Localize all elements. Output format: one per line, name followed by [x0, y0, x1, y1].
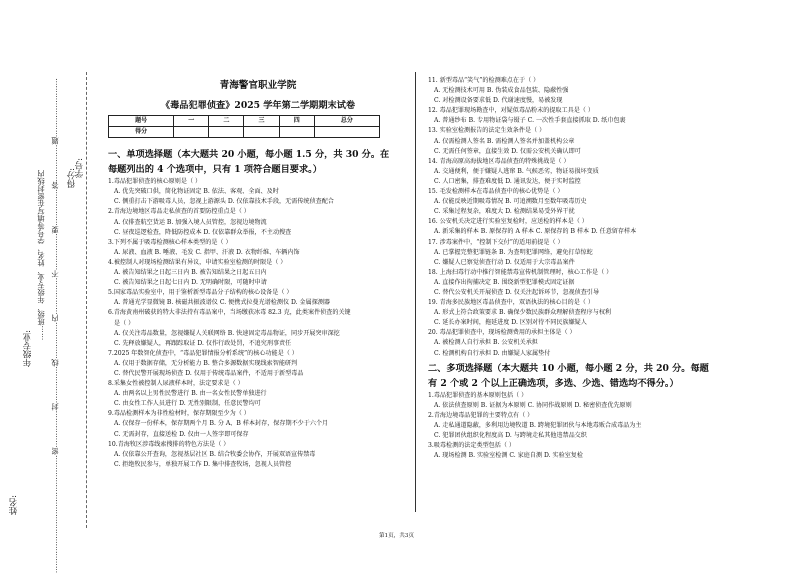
question-options: A. 优先突破口供，简化物证固定 B. 依法、客观、全面、及时 — [114, 188, 279, 196]
question-text: 1.毒品犯罪侦查的核心原则是（ ） — [108, 178, 202, 186]
seal-dashed-line — [86, 72, 87, 528]
question-options: A. 仅排查航空货运 B. 加强入境人员管控，忽视边境物流 — [114, 218, 267, 226]
question-text: 3.吸毒检测的法定类型包括（ ） — [428, 442, 515, 450]
seal-line-text: …………………………………………密……………封……………线……………内……………不……………要……………答……………题…………………… — [50, 78, 59, 573]
question-text: 8.采集女性被控制人尿液样本时，法定要求是（ ） — [108, 380, 244, 388]
multiple-choice-questions — [428, 391, 768, 462]
question-options: A. 仅用于数据存储，无分析能力 B. 整合多源数据实现线索智能研判 — [114, 359, 298, 367]
right-column — [428, 76, 768, 461]
question-item — [428, 411, 768, 441]
question-text: 9.毒品检测样本为非性检材时，保存期限至少为（ ） — [108, 410, 250, 418]
score-cell: 总分 — [314, 116, 379, 127]
question-options: A. 仅保存一份样本，保存期两个月 B. 分 A、B 样本封存，保存期不少于六个月 — [114, 420, 329, 428]
question-text: 20. 毒品犯罪侦查中，现场检测费用的承担主体是（ ） — [428, 329, 576, 337]
question-item — [428, 441, 768, 461]
question-item — [108, 409, 408, 439]
page-footer: 第1页，共3页 — [378, 533, 415, 539]
section2-heading-line1: 二、多项选择题（本大题共 10 小题，每小题 2 分，共 20 分。每题 — [428, 362, 709, 374]
question-item — [428, 187, 768, 217]
name-label: 姓名: — [9, 495, 19, 516]
exam-title: 《毒品犯罪侦查》2025 学年第二学期期末试卷 — [160, 100, 356, 111]
question-options: A. 由两名以上男性民警进行 B. 由一名女性民警单独进行 — [114, 390, 267, 398]
left-column — [108, 76, 408, 470]
question-options: A. 依法侦查原则 B. 证据为本原则 C. 协同作战原则 D. 秘密侦查优先原则 — [434, 401, 632, 409]
question-options: C. 拒绝牧民参与，单独开展工作 D. 集中排查牧场，忽视人员管控 — [114, 460, 292, 468]
question-text: 13. 实验室检测报告的法定生效条件是（ ） — [428, 127, 546, 135]
question-options: A. 仅需检测人签名 B. 需检测人签名并加盖机构公章 — [434, 137, 575, 145]
question-options: A. 现场检测 B. 实验室检测 C. 家庭自测 D. 实验室复检 — [434, 452, 583, 460]
question-item — [108, 177, 408, 207]
score-input-cell[interactable] — [174, 127, 209, 138]
score-input-cell[interactable] — [209, 127, 244, 138]
score-cell: 二 — [209, 116, 244, 127]
score-table-header-row — [109, 116, 380, 127]
question-options: C. 犯罪团伙组织化程度高 D. 与跨境走私其他违禁品交织 — [434, 432, 587, 439]
question-text: 5.国家毒品实验室中，用于鉴析新型毒品分子结构的核心设备是（ ） — [108, 289, 293, 297]
grade-major-label: 年级专业: — [23, 330, 33, 368]
question-text: 16. 公安机关决定进行实验室复检时，应送检的样本是（ ） — [428, 218, 588, 226]
seal-instruction: ……班级、年级专业、姓名、学号等填写在密封线内 — [36, 170, 45, 341]
student-number-label: 学号: — [75, 158, 85, 179]
question-options: C. 替代民警开展现场侦查 D. 仅用于传统毒品案件，不适用于新型毒品 — [114, 369, 304, 377]
question-text: 1.毒品犯罪侦查的基本原则包括（ ） — [428, 391, 528, 399]
question-item — [428, 126, 768, 156]
section2-heading-line2: 有 2 个或 2 个以上正确选项，多选、少选、错选均不得分。） — [428, 377, 679, 389]
question-item — [428, 268, 768, 298]
question-text: 2.青海边境地区毒品走私侦查的首要防控重点是（ ） — [108, 208, 250, 216]
score-cell: 一 — [174, 116, 209, 127]
question-options: A. 已掌握完整犯罪链条 B. 为查明犯罪网络，避免打草惊蛇 — [434, 248, 593, 256]
binding-margin — [0, 0, 92, 573]
section1-heading-line2: 每题列出的 4 个选项中，只有 1 项符合题目要求。） — [108, 164, 322, 176]
question-text: 18. 上海扫毒行动中推行智能禁毒宣传机制管理时，核心工作是（ ） — [428, 268, 613, 276]
question-options: C. 采集过程复杂，难度大 D. 检测结果易受外界干扰 — [434, 208, 575, 216]
question-text: 10.青海牧区涉毒线索搜排的特色方法是（ ） — [108, 440, 230, 448]
question-options: A. 无检测技术可用 B. 伪装成食品包装、隐蔽性强 — [434, 87, 569, 95]
question-item — [108, 440, 408, 470]
question-item — [108, 258, 408, 288]
score-table-score-row — [109, 127, 380, 138]
question-item — [108, 238, 408, 258]
question-options: A. 被告知结果之日起三日内 B. 被告知结果之日起五日内 — [114, 269, 267, 277]
question-options: C. 替代公安机关开展侦查 D. 仅关注起诉环节，忽视侦查引导 — [434, 288, 600, 296]
question-options: C. 无需任何签章，直接生效 D. 仅需公安机关确认即可 — [434, 147, 581, 155]
question-text: 12. 毒品犯罪现场勘查中，对疑似毒品粉末的提取工具是（ ） — [428, 107, 594, 115]
question-options: A. 新采集的样本 B. 原保存的 A 样本 C. 原保存的 B 样本 D. 任意留存样本 — [434, 228, 637, 236]
score-input-cell[interactable] — [279, 127, 314, 138]
section1-heading-line1: 一、单项选择题（本大题共 20 小题，每小题 1.5 分，共 30 分。在 — [108, 149, 390, 161]
question-item — [108, 308, 408, 328]
question-text: 4.被控制人对现场检测结果有异议，申请实验室检测的时限是（ ） — [108, 258, 287, 266]
question-options: C. 昼夜巡逻检查，降低防控成本 D. 仅依靠群众举报，不主动搜查 — [114, 228, 292, 236]
question-item — [428, 238, 768, 268]
question-options: A. 仅关注毒品数量，忽视嫌疑人关联网络 B. 快速固定毒品物证，同步开展突审深挖 — [114, 329, 340, 337]
score-input-cell[interactable] — [244, 127, 279, 138]
question-text: 15. 毛发检测样本在毒品侦查中的核心优势是（ ） — [428, 188, 564, 196]
question-item — [428, 391, 768, 411]
question-item — [428, 298, 768, 328]
question-text: 14. 青海高原高海拔地区毒品侦查的特殊挑战是（ ） — [428, 157, 570, 165]
question-options: C. 无需封存，直接送检 D. 仅由一人签字即可保存 — [114, 430, 249, 438]
question-item — [108, 207, 408, 237]
question-options: A. 普通光学显微镜 B. 核磁共振波谱仪 C. 便携式拉曼光谱检测仪 D. 金属探测器 — [114, 299, 331, 307]
score-cell: 得分 — [109, 127, 174, 138]
question-item — [428, 328, 768, 358]
score-table — [108, 115, 380, 138]
score-input-cell[interactable] — [314, 127, 379, 138]
question-options: C. 检测机构自行承担 D. 由嫌疑人家属垫付 — [434, 349, 551, 357]
question-text: 17. 涉毒案件中，“控制下交付”的适用前提是（ ） — [428, 238, 564, 246]
question-options: C. 由女性工作人员进行 D. 无性别限制，任意民警均可 — [114, 400, 261, 408]
column-divider — [415, 72, 416, 512]
score-cell: 题号 — [109, 116, 174, 127]
question-text: 11. 新型毒品“笑气”的检测难点在于（ ） — [428, 77, 540, 84]
question-item — [428, 106, 768, 126]
question-item — [108, 288, 408, 308]
question-item — [108, 379, 408, 409]
score-cell: 四 — [279, 116, 314, 127]
question-options: A. 普通纱布 B. 专用物证袋与镊子 C. 一次性手套直接抓取 D. 纸巾包裹 — [434, 117, 626, 125]
question-options: C. 侧重打击下游吸毒人员，忽视上游源头 D. 仅依靠技术手段，无需传统侦查配合 — [114, 198, 334, 206]
question-options: C. 被告知结果之日起七日内 D. 无明确时限，可随时申请 — [114, 279, 267, 287]
question-options: A. 被检测人自行承担 B. 公安机关承担 — [434, 339, 538, 347]
question-item — [108, 349, 408, 379]
question-options: C. 延长办案时间，拖延进度 D. 区别对待不同民族嫌疑人 — [434, 319, 587, 327]
question-options: A. 仅依靠公开查询，忽视基层社区 B. 结合牧委会协作，开展双语宣传禁毒 — [114, 450, 316, 458]
school-name: 青海警官职业学院 — [219, 80, 297, 91]
question-options: A. 直接作出拘捕决定 B. 围绕新型犯罪模式固定证据 — [434, 278, 575, 286]
question-options: C. 对检测设备要求低 D. 代谢速度慢，易被发现 — [434, 97, 563, 105]
single-choice-questions-continued — [428, 76, 768, 359]
question-options: A. 走私通道隐蔽，多利用边境牧道 B. 跨境犯罪团伙与本地毒贩合成毒品为主 — [434, 421, 642, 429]
question-item — [428, 76, 768, 106]
question-item — [108, 329, 408, 349]
question-options: A. 仅能反映近期吸毒情况 B. 可追溯数月至数年吸毒历史 — [434, 198, 587, 206]
single-choice-questions — [108, 177, 408, 470]
question-options: C. 嫌疑人已察觉侦查行动 D. 仅适用于大宗毒品案件 — [434, 258, 575, 266]
question-text: 2.青海边境毒品犯罪的主要特点有（ ） — [428, 411, 534, 419]
question-item — [428, 217, 768, 237]
question-text: 6.青海黄南州破获的特大非法持有毒品案中，当场缴获冰毒 82.3 克，此类案件侦查的关键 — [108, 309, 351, 317]
question-text: 3.下列不属于吸毒检测核心样本类型的是（ ） — [108, 238, 232, 246]
score-label: 得分: — [67, 168, 77, 189]
score-cell: 三 — [244, 116, 279, 127]
question-text: 7.2025 年数智化侦查中，“毒品犯罪情报分析系统”的核心功能是（ ） — [108, 349, 298, 357]
question-options: A. 交通便利，便于嫌疑人逃窜 B. 气候恶劣，物证易损坏变质 — [434, 167, 599, 175]
question-options: A. 形式上符合政策要求 B. 确保少数民族群众理解侦查程序与权利 — [434, 309, 612, 317]
question-options: C. 先释放嫌疑人，再跟踪取证 D. 仅作行政处罚，不追究刑事责任 — [114, 339, 292, 347]
question-options: C. 人口密集，排查难度低 D. 通讯发达，便于实时监控 — [434, 177, 581, 185]
question-options: A. 尿液、血液 B. 唾液、毛发 C. 指甲、汗液 D. 衣物纤维、车辆内饰 — [114, 248, 300, 256]
question-options: 是（ ） — [114, 319, 135, 327]
question-item — [428, 157, 768, 187]
question-text: 19. 青海多民族地区毒品侦查中，双语执法的核心目的是（ ） — [428, 299, 594, 307]
